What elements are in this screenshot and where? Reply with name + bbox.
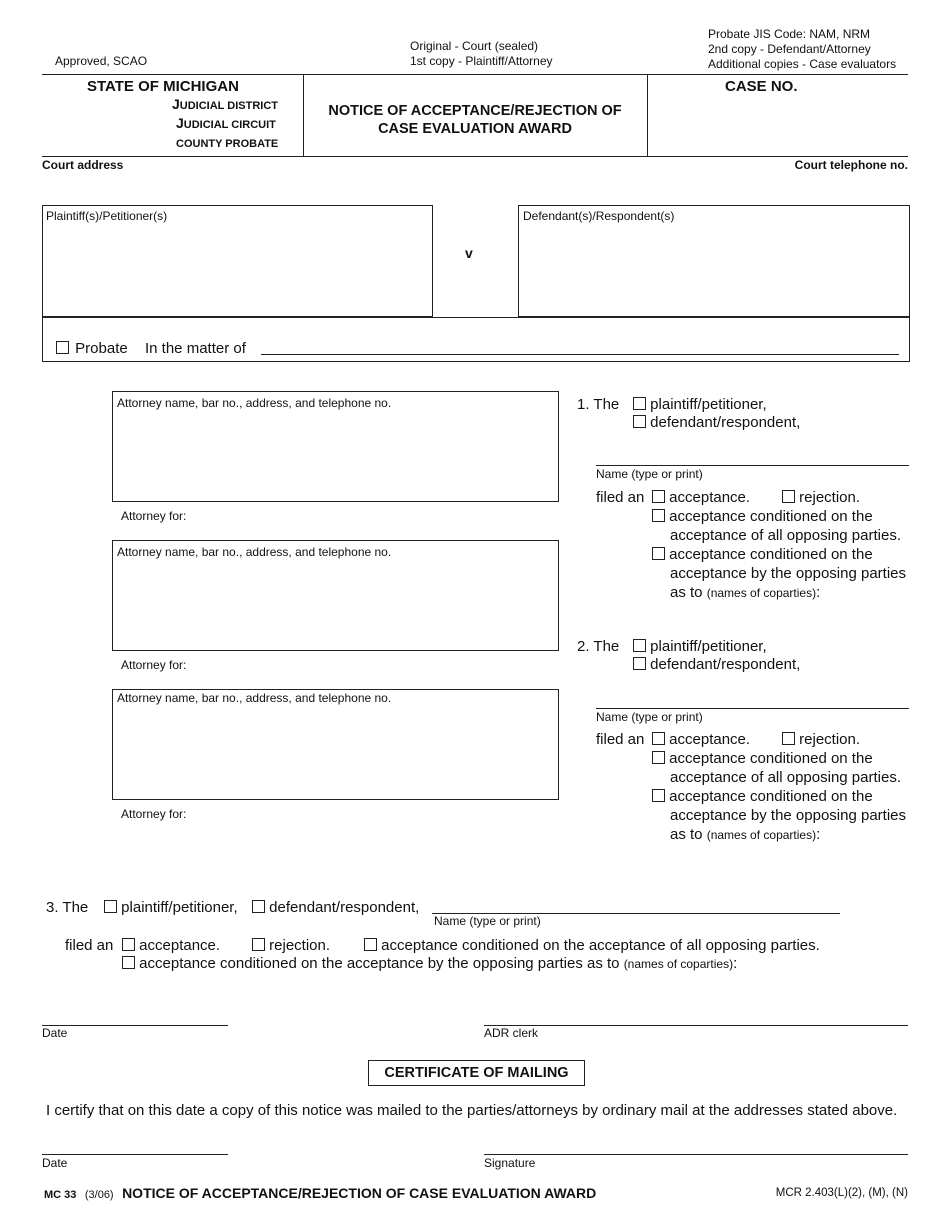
item-3-acceptance-option: acceptance. bbox=[122, 937, 220, 954]
item-1-acceptance-checkbox[interactable] bbox=[652, 490, 665, 503]
item-2-party-options: plaintiff/petitioner, defendant/respondent, bbox=[633, 638, 800, 674]
item-3-cond-all-checkbox[interactable] bbox=[364, 938, 377, 951]
date-label: Date bbox=[42, 1026, 68, 1040]
cert-date-line[interactable] bbox=[42, 1154, 228, 1155]
attorney-box-1[interactable] bbox=[112, 391, 559, 502]
item-1-plaintiff-checkbox[interactable] bbox=[633, 397, 646, 410]
plaintiff-box[interactable] bbox=[42, 205, 433, 317]
item-3-defendant-checkbox[interactable] bbox=[252, 900, 265, 913]
item-2-name-line[interactable] bbox=[596, 708, 909, 709]
judicial-district: JUDICIAL DISTRICT bbox=[172, 96, 278, 112]
item-2-defendant-checkbox[interactable] bbox=[633, 657, 646, 670]
item-2-number: 2. The bbox=[577, 638, 620, 655]
footer-title: NOTICE OF ACCEPTANCE/REJECTION OF CASE EVALUATION AWARD bbox=[122, 1185, 597, 1201]
form-number: MC 33 bbox=[44, 1189, 77, 1201]
item-1-rejection-option: rejection. bbox=[782, 489, 860, 506]
signature-line[interactable] bbox=[484, 1154, 908, 1155]
approval-note: Approved, SCAO bbox=[55, 54, 148, 68]
name-label: Name (type or print) bbox=[596, 710, 703, 724]
item-2-cond-all-checkbox[interactable] bbox=[652, 751, 665, 764]
item-1-cond-all-checkbox[interactable] bbox=[652, 509, 665, 522]
defendant-box[interactable] bbox=[518, 205, 910, 317]
copy-second: 2nd copy - Defendant/Attorney bbox=[708, 42, 871, 56]
county-probate: COUNTY PROBATE bbox=[176, 138, 279, 150]
item-3-cond-all-option: acceptance conditioned on the acceptance of all opposing parties. bbox=[364, 937, 820, 954]
item-1-name-line[interactable] bbox=[596, 465, 909, 466]
matter-line[interactable] bbox=[261, 354, 899, 355]
item-1-rejection-checkbox[interactable] bbox=[782, 490, 795, 503]
certificate-title: CERTIFICATE OF MAILING bbox=[368, 1060, 585, 1086]
state-heading: STATE OF MICHIGAN bbox=[87, 78, 239, 95]
filed-an-label: filed an bbox=[65, 937, 114, 954]
copy-first: 1st copy - Plaintiff/Attorney bbox=[410, 54, 553, 68]
date-line[interactable] bbox=[42, 1025, 228, 1026]
attorney-for-label: Attorney for: bbox=[121, 509, 187, 523]
item-1-cond-all-option: acceptance conditioned on the acceptance of all opposing parties. bbox=[652, 507, 901, 545]
certificate-text: I certify that on this date a copy of this notice was mailed to the parties/attorneys by ordinary mail at the addresses stated above. bbox=[46, 1102, 898, 1119]
defendant-label: Defendant(s)/Respondent(s) bbox=[523, 209, 675, 223]
filed-an-label: filed an bbox=[596, 489, 645, 506]
jis-code: Probate JIS Code: NAM, NRM bbox=[708, 27, 871, 41]
name-label: Name (type or print) bbox=[434, 914, 541, 928]
plaintiff-label: Plaintiff(s)/Petitioner(s) bbox=[46, 209, 168, 223]
copy-original: Original - Court (sealed) bbox=[410, 39, 539, 53]
copy-distribution-right bbox=[708, 27, 896, 72]
probate-option bbox=[56, 340, 128, 357]
item-1-cond-by-checkbox[interactable] bbox=[652, 547, 665, 560]
item-3-number: 3. The bbox=[46, 899, 89, 916]
adr-clerk-line[interactable] bbox=[484, 1025, 908, 1026]
attorney-box-3[interactable] bbox=[112, 689, 559, 800]
item-1-number: 1. The bbox=[577, 396, 620, 413]
item-2-cond-by-checkbox[interactable] bbox=[652, 789, 665, 802]
court-address-label: Court address bbox=[42, 158, 124, 172]
signature-label: Signature bbox=[484, 1156, 536, 1170]
attorney-box-label: Attorney name, bar no., address, and telephone no. bbox=[117, 691, 392, 705]
item-3-defendant-option: defendant/respondent, bbox=[252, 899, 419, 916]
attorney-for-label: Attorney for: bbox=[121, 807, 187, 821]
item-1-acceptance-option: acceptance. bbox=[652, 489, 750, 506]
adr-clerk-label: ADR clerk bbox=[484, 1026, 539, 1040]
copy-additional: Additional copies - Case evaluators bbox=[708, 57, 897, 71]
date-label: Date bbox=[42, 1156, 68, 1170]
court-phone-label: Court telephone no. bbox=[794, 158, 908, 172]
attorney-box-label: Attorney name, bar no., address, and telephone no. bbox=[117, 545, 392, 559]
attorney-box-2[interactable] bbox=[112, 540, 559, 651]
item-3-cond-by-checkbox[interactable] bbox=[122, 956, 135, 969]
probate-label: Probate bbox=[75, 340, 128, 357]
attorney-for-label: Attorney for: bbox=[121, 658, 187, 672]
item-3-rejection-option: rejection. bbox=[252, 937, 330, 954]
copy-distribution-center bbox=[410, 39, 553, 69]
item-3-plaintiff-option: plaintiff/petitioner, bbox=[104, 899, 238, 916]
item-2-rejection-checkbox[interactable] bbox=[782, 732, 795, 745]
item-2-cond-all-option: acceptance conditioned on the acceptance of all opposing parties. bbox=[652, 749, 901, 787]
item-2-cond-by-option: acceptance conditioned on the acceptance by the opposing parties as to (names of coparties): bbox=[652, 787, 906, 845]
versus-label: v bbox=[465, 245, 473, 261]
item-1-cond-by-option: acceptance conditioned on the acceptance by the opposing parties as to (names of coparties): bbox=[652, 545, 906, 603]
item-2-plaintiff-checkbox[interactable] bbox=[633, 639, 646, 652]
court-rule: MCR 2.403(L)(2), (M), (N) bbox=[775, 1187, 908, 1199]
case-number-label: CASE NO. bbox=[725, 78, 798, 95]
filed-an-label: filed an bbox=[596, 731, 645, 748]
item-3-cond-by-option: acceptance conditioned on the acceptance by the opposing parties as to (names of coparties): bbox=[122, 955, 737, 972]
probate-checkbox[interactable] bbox=[56, 341, 69, 354]
attorney-box-label: Attorney name, bar no., address, and telephone no. bbox=[117, 396, 392, 410]
form-title: NOTICE OF ACCEPTANCE/REJECTION OF CASE EVALUATION AWARD bbox=[328, 103, 622, 137]
item-3-rejection-checkbox[interactable] bbox=[252, 938, 265, 951]
item-2-acceptance-checkbox[interactable] bbox=[652, 732, 665, 745]
item-2-rejection-option: rejection. bbox=[782, 731, 860, 748]
item-1-defendant-checkbox[interactable] bbox=[633, 415, 646, 428]
form-revision: (3/06) bbox=[84, 1189, 114, 1201]
item-1-party-options: plaintiff/petitioner, defendant/respondent, bbox=[633, 396, 800, 432]
case-number-field[interactable] bbox=[650, 96, 906, 154]
judicial-circuit: JUDICIAL CIRCUIT bbox=[176, 115, 276, 131]
item-2-acceptance-option: acceptance. bbox=[652, 731, 750, 748]
form-footer bbox=[44, 1185, 596, 1203]
item-3-plaintiff-checkbox[interactable] bbox=[104, 900, 117, 913]
item-3-acceptance-checkbox[interactable] bbox=[122, 938, 135, 951]
name-label: Name (type or print) bbox=[596, 467, 703, 481]
matter-label: In the matter of bbox=[145, 340, 246, 357]
